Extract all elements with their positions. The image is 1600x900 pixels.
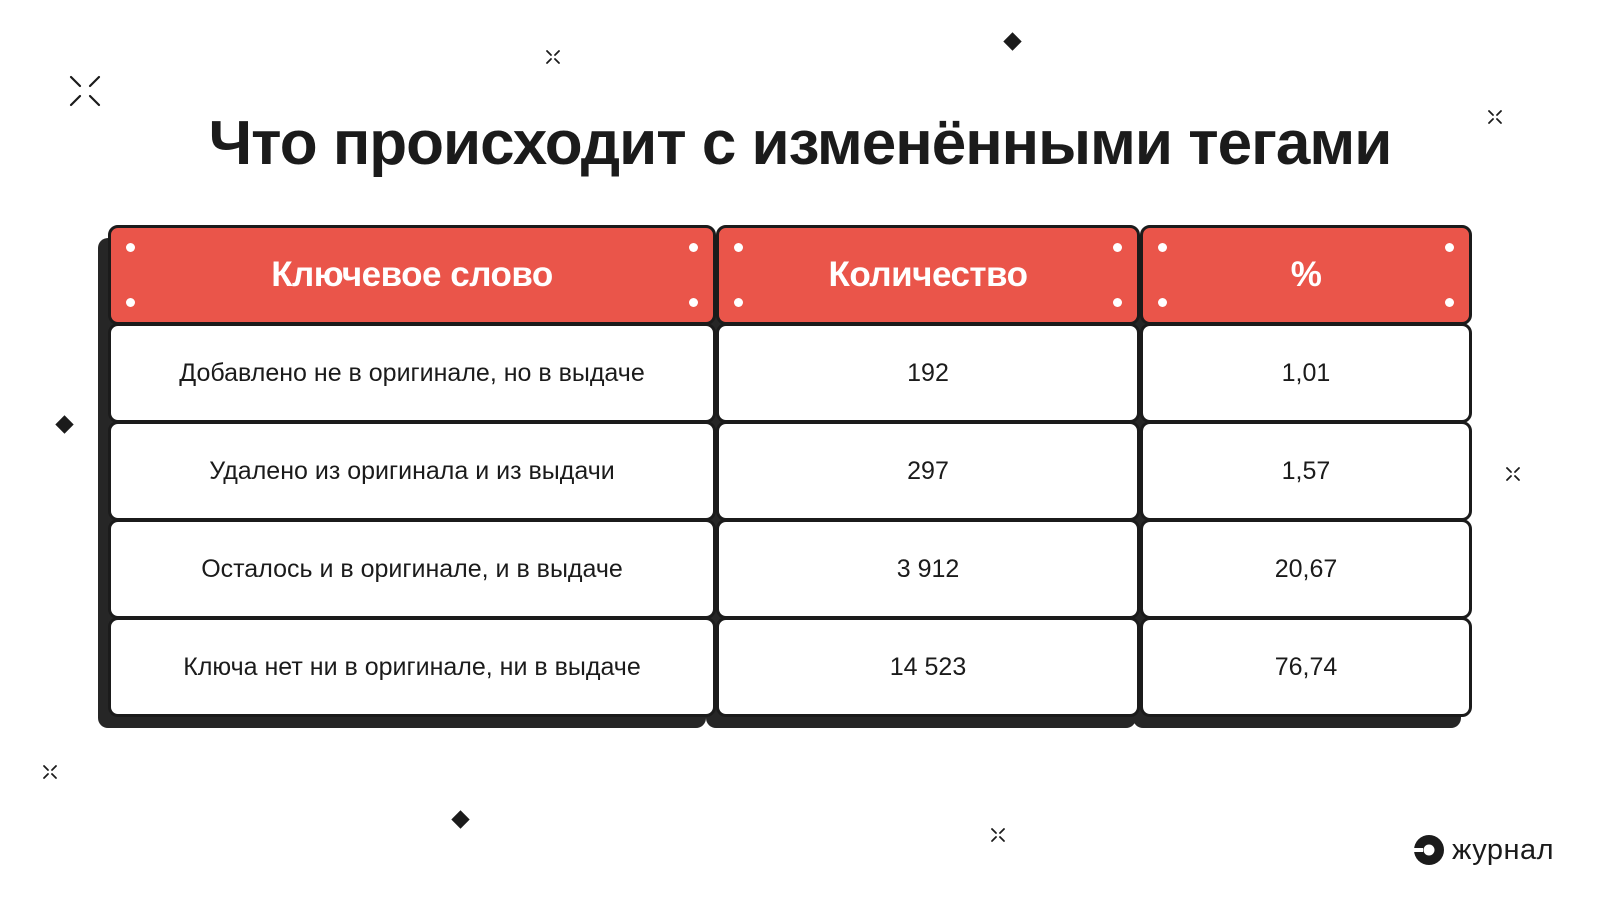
sparkle-icon <box>545 49 561 65</box>
diamond-icon <box>1003 32 1021 50</box>
diamond-icon <box>55 415 73 433</box>
rivet-dot <box>689 243 698 252</box>
table-cell <box>1140 421 1472 521</box>
rivet-dot <box>1445 298 1454 307</box>
cell-text: 1,57 <box>1281 456 1331 485</box>
header-label: Ключевое слово <box>271 255 553 294</box>
cell-text: 20,67 <box>1274 554 1338 583</box>
sparkle-icon <box>1505 466 1521 482</box>
header-count <box>716 225 1140 325</box>
header-label: Количество <box>828 255 1028 294</box>
header-percent <box>1140 225 1472 325</box>
table-cell <box>108 617 716 717</box>
sparkle-icon <box>990 827 1006 843</box>
rivet-dot <box>126 243 135 252</box>
cell-text: 76,74 <box>1274 652 1338 681</box>
rivet-dot <box>734 243 743 252</box>
table-cell <box>1140 323 1472 423</box>
sparkle-icon <box>68 74 102 108</box>
sparkle-icon <box>42 764 58 780</box>
table-cell <box>108 421 716 521</box>
cell-text: 192 <box>907 358 949 387</box>
table-cell <box>1140 519 1472 619</box>
rivet-dot <box>1158 243 1167 252</box>
table-cell <box>716 617 1140 717</box>
cell-text: 1,01 <box>1281 358 1331 387</box>
cell-text: Удалено из оригинала и из выдачи <box>209 456 615 485</box>
rivet-dot <box>1113 243 1122 252</box>
table-cell <box>108 323 716 423</box>
page-title: Что происходит с изменёнными тегами <box>208 109 1392 178</box>
table-cell <box>108 519 716 619</box>
sparkle-icon <box>1487 109 1503 125</box>
table-cell <box>716 519 1140 619</box>
cell-text: Осталось и в оригинале, и в выдаче <box>201 554 623 583</box>
rivet-dot <box>734 298 743 307</box>
table-cell <box>716 421 1140 521</box>
t-journal-logo-icon <box>1412 833 1446 867</box>
rivet-dot <box>689 298 698 307</box>
cell-text: Ключа нет ни в оригинале, ни в выдаче <box>183 652 641 681</box>
rivet-dot <box>1158 298 1167 307</box>
header-label: % <box>1290 255 1322 294</box>
logo-text: журнал <box>1452 833 1555 866</box>
cell-text: 14 523 <box>889 652 967 681</box>
brand-logo[interactable] <box>1412 830 1554 870</box>
table-cell <box>716 323 1140 423</box>
cell-text: 3 912 <box>896 554 960 583</box>
cell-text: Добавлено не в оригинале, но в выдаче <box>179 358 645 387</box>
diamond-icon <box>451 810 469 828</box>
header-keyword <box>108 225 716 325</box>
cell-text: 297 <box>907 456 949 485</box>
rivet-dot <box>1113 298 1122 307</box>
table-cell <box>1140 617 1472 717</box>
rivet-dot <box>126 298 135 307</box>
rivet-dot <box>1445 243 1454 252</box>
